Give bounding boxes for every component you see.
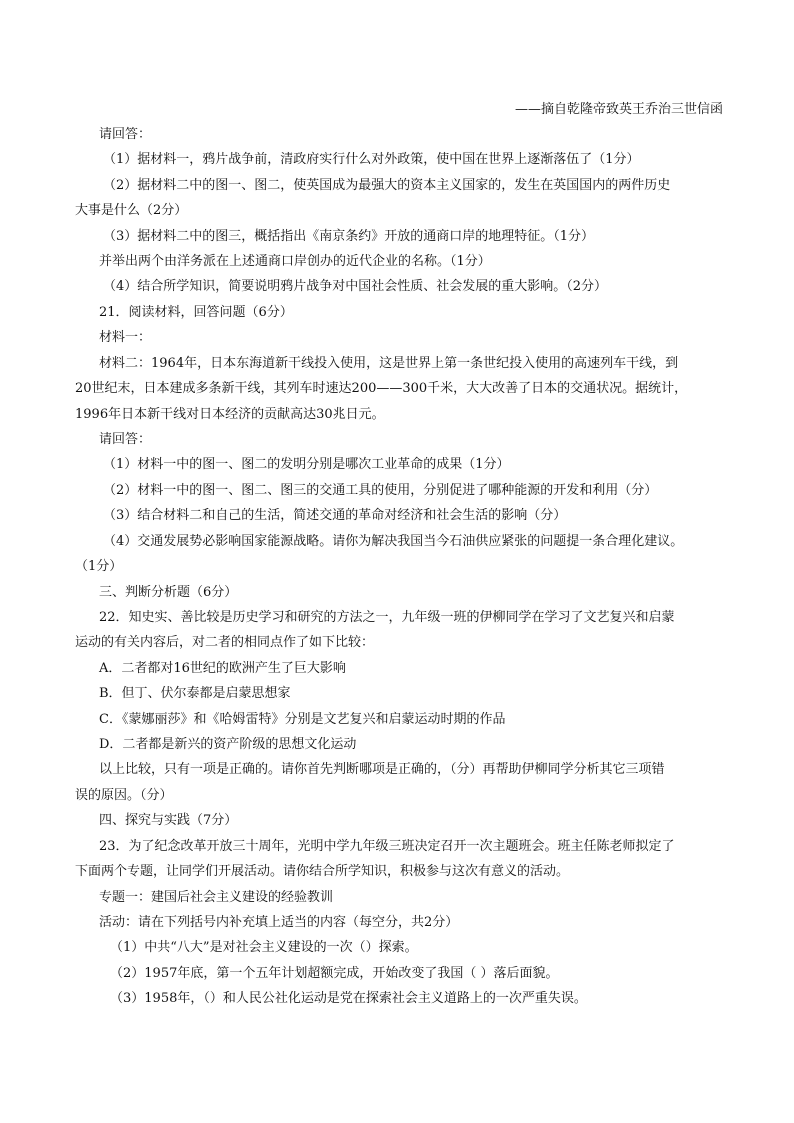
q22-option-a: A．二者都对16世纪的欧洲产生了巨大影响 (99, 661, 346, 676)
q23-activity: 活动：请在下列括号内补充填上适当的内容（每空分，共2分） (99, 915, 459, 930)
q20-sub1: （1）据材料一，鸦片战争前，清政府实行什么对外政策，使中国在世界上逐渐落伍了（1分） (103, 152, 640, 167)
q22-option-d: D．二者都是新兴的资产阶级的思想文化运动 (99, 737, 357, 752)
q20-sub3-line2: 并举出两个由洋务派在上述通商口岸创办的近代企业的名称。（1分） (99, 254, 491, 269)
q22-stem-line2: 运动的有关内容后，对二者的相同点作了如下比较： (75, 635, 375, 650)
q21-material2-line3: 1996年日本新干线对日本经济的贡献高达30兆日元。 (75, 407, 385, 422)
q22-option-b: B．但丁、伏尔泰都是启蒙思想家 (99, 686, 291, 701)
q21-prompt: 请回答： (99, 432, 152, 447)
q21-sub3: （3）结合材料二和自己的生活，简述交通的革命对经济和社会生活的影响（分） (103, 508, 567, 523)
q21-material1: 材料一： (99, 330, 152, 345)
q22-ask-line1: 以上比较，只有一项是正确的。请你首先判断哪项是正确的，（分）再帮助伊柳同学分析其它三项错 (99, 762, 665, 777)
source-attribution: ——摘自乾隆帝致英王乔治三世信函 (514, 102, 723, 117)
q21-material2-line2: 20世纪末，日本建成多条新干线，其列车时速达200——300千米，大大改善了日本的交通状况。据统计， (75, 381, 688, 396)
q23-blank3: （3）1958年，（）和人民公社化运动是党在探索社会主义道路上的一次严重失误。 (110, 991, 587, 1006)
q21-material2-line1: 材料二：1964年，日本东海道新干线投入使用，这是世界上第一条世纪投入使用的高速列车干线，到 (99, 356, 679, 371)
q23-stem-line2: 下面两个专题，让同学们开展活动。请你结合所学知识，积极参与这次有意义的活动。 (75, 864, 570, 879)
q22-stem-line1: 22．知史实、善比较是历史学习和研究的方法之一，九年级一班的伊柳同学在学习了文艺复兴和启蒙 (99, 610, 675, 625)
q23-topic1: 专题一：建国后社会主义建设的经验教训 (99, 890, 334, 905)
q20-sub4: （4）结合所学知识，简要说明鸦片战争对中国社会性质、社会发展的重大影响。（2分） (103, 279, 608, 294)
q21-sub1: （1）材料一中的图一、图二的发明分别是哪次工业革命的成果（1分） (103, 457, 510, 472)
q20-sub2-line1: （2）据材料二中的图一、图二，使英国成为最强大的资本主义国家的，发生在英国国内的两件历史 (103, 178, 671, 193)
q20-sub2-line2: 大事是什么（2分） (75, 203, 188, 218)
q20-prompt: 请回答： (99, 127, 152, 142)
q21-heading: 21．阅读材料，回答问题（6分） (99, 305, 293, 320)
section3-heading: 三、判断分析题（6分） (99, 585, 238, 600)
q21-sub4-line2: （1分） (75, 559, 123, 574)
q22-option-c: C．《蒙娜丽莎》和《哈姆雷特》分别是文艺复兴和启蒙运动时期的作品 (99, 712, 506, 727)
q23-stem-line1: 23．为了纪念改革开放三十周年，光明中学九年级三班决定召开一次主题班会。班主任陈老师拟定了 (99, 839, 675, 854)
q21-sub4-line1: （4）交通发展势必影响国家能源战略。请你为解决我国当今石油供应紧张的问题提一条合理化建议。 (103, 534, 684, 549)
q20-sub3-line1: （3）据材料二中的图三，概括指出《南京条约》开放的通商口岸的地理特征。（1分） (103, 229, 595, 244)
q23-blank2: （2）1957年底，第一个五年计划超额完成，开始改变了我国（ ）落后面貌。 (110, 966, 559, 981)
q21-sub2: （2）材料一中的图一、图二、图三的交通工具的使用，分别促进了哪种能源的开发和利用（分） (103, 483, 658, 498)
q23-blank1: （1）中共“八大”是对社会主义建设的一次（）探索。 (110, 940, 418, 955)
q22-ask-line2: 误的原因。（分） (75, 788, 173, 803)
section4-heading: 四、探究与实践（7分） (99, 813, 238, 828)
